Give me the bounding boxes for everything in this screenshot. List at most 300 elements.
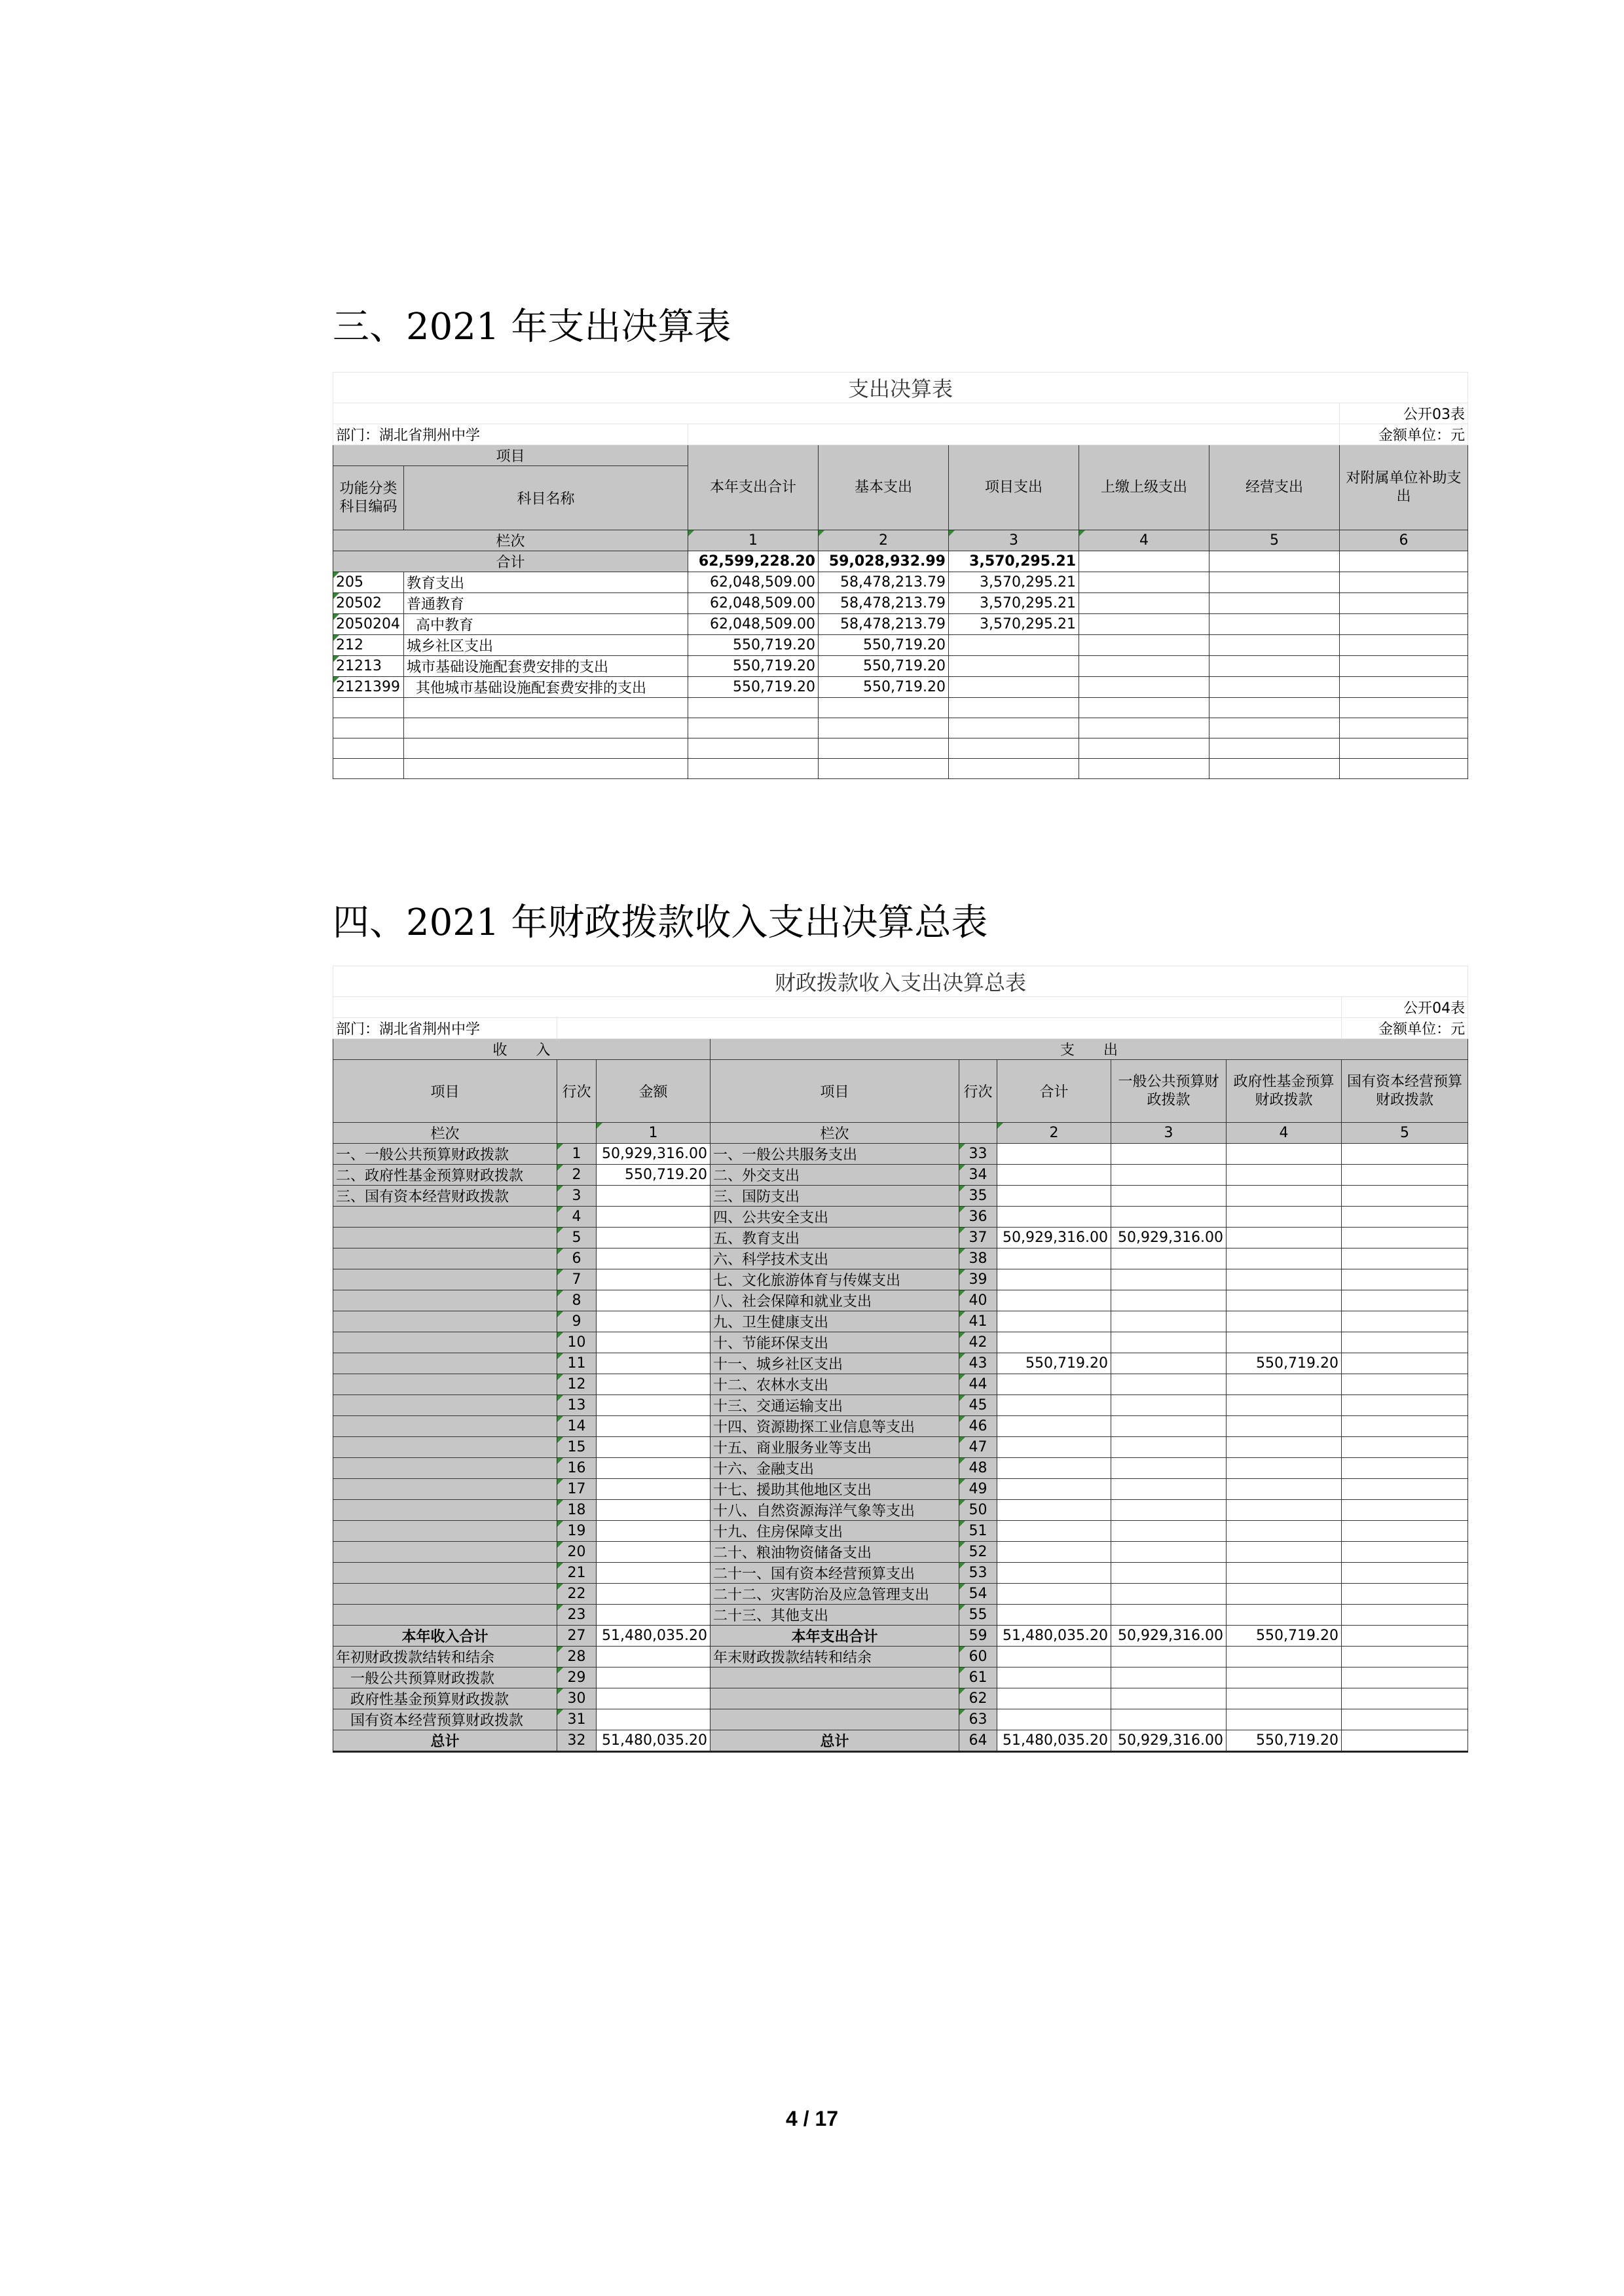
state-capital-amount [1342,1584,1468,1605]
data-row [333,1290,1468,1311]
income-line-no: 1 [557,1144,597,1165]
income-item: 一、一般公共预算财政拨款 [333,1144,557,1165]
gov-fund-amount [1227,1207,1342,1228]
subject-name: 教育支出 [404,572,688,593]
general-budget-amount [1111,1332,1227,1353]
gov-fund-amount [1227,1332,1342,1353]
carry-row [333,1688,1468,1709]
expense-item: 十九、住房保障支出 [710,1521,959,1542]
empty-cell [688,718,819,738]
expense-total [997,1458,1111,1479]
income-line-no: 32 [557,1730,597,1752]
income-amount [597,1479,710,1500]
empty-cell [333,759,404,779]
expense-total: 51,480,035.20 [997,1626,1111,1647]
gov-fund-amount: 550,719.20 [1227,1730,1342,1752]
dept-label: 部门：湖北省荆州中学 [333,1018,557,1039]
income-amount [597,1332,710,1353]
column-number: 4 [1227,1123,1342,1144]
column-number: 1 [688,530,819,551]
empty-cell [404,698,688,718]
gov-fund-amount [1227,1186,1342,1207]
state-capital-amount [1342,1332,1468,1353]
table-title: 支出决算表 [333,373,1468,403]
expense-line-no: 36 [959,1207,997,1228]
gov-fund-amount [1227,1416,1342,1437]
empty-cell [1079,759,1209,779]
income-item-header: 项目 [333,1060,557,1123]
general-budget-amount [1111,1395,1227,1416]
state-capital-amount [1342,1311,1468,1332]
state-capital-header: 国有资本经营预算财政拨款 [1342,1060,1468,1123]
data-row [333,1353,1468,1374]
data-row [333,614,1468,635]
expense-line-no: 40 [959,1290,997,1311]
empty-cell [1342,1688,1468,1709]
page-number: 4 / 17 [785,2107,839,2130]
state-capital-amount [1342,1626,1468,1647]
meta-row [333,1018,1468,1039]
expense-total [997,1563,1111,1584]
amount-cell [1340,614,1468,635]
gov-fund-amount: 550,719.20 [1227,1626,1342,1647]
state-capital-amount [1342,1165,1468,1186]
func-code: 20502 [333,593,404,614]
unit-label: 金额单位：元 [1342,1018,1468,1039]
empty-cell [333,738,404,759]
lanci-label: 栏次 [333,1123,557,1144]
subject-name-header: 科目名称 [404,466,688,530]
income-line-no: 31 [557,1709,597,1730]
general-budget-amount [1111,1437,1227,1458]
income-item [333,1563,557,1584]
empty-cell [949,759,1079,779]
general-budget-amount [1111,1186,1227,1207]
header-row [333,1060,1468,1123]
empty-cell [1111,1688,1227,1709]
subject-name: 普通教育 [404,593,688,614]
income-item [333,1290,557,1311]
data-row [333,1479,1468,1500]
expense-item: 二十一、国有资本经营预算支出 [710,1563,959,1584]
amount-cell: 62,048,509.00 [688,572,819,593]
income-item [333,1458,557,1479]
state-capital-amount [1342,1437,1468,1458]
project-header: 项目 [333,445,688,466]
amount-cell: 62,048,509.00 [688,593,819,614]
subject-name: 高中教育 [404,614,688,635]
empty-cell [333,698,404,718]
data-row [333,1437,1468,1458]
empty-cell [1227,1667,1342,1688]
state-capital-amount [1342,1542,1468,1563]
header-row [333,445,1468,466]
state-capital-amount [1342,1563,1468,1584]
general-budget-amount [1111,1416,1227,1437]
expense-total [997,1186,1111,1207]
income-line-no: 19 [557,1521,597,1542]
empty-cell [997,1647,1111,1667]
title-row [333,966,1468,997]
empty-cell [949,718,1079,738]
amount-cell [1340,656,1468,677]
income-amount [597,1458,710,1479]
data-row [333,572,1468,593]
gov-fund-amount [1227,1374,1342,1395]
expense-line-no: 41 [959,1311,997,1332]
empty-cell [1209,718,1340,738]
income-item [333,1542,557,1563]
income-amount [597,1374,710,1395]
expense-item-header: 项目 [710,1060,959,1123]
data-row [333,1500,1468,1521]
expense-item: 五、教育支出 [710,1228,959,1248]
general-budget-amount [1111,1248,1227,1269]
column-number: 5 [1209,530,1340,551]
income-item [333,1395,557,1416]
expense-total [997,1165,1111,1186]
expense-line-no: 59 [959,1626,997,1647]
amount-cell [1079,656,1209,677]
income-amount [597,1395,710,1416]
income-item [333,1605,557,1626]
expense-header: 支 出 [710,1039,1468,1060]
total-value [1079,551,1209,572]
general-budget-amount [1111,1165,1227,1186]
expense-item: 十一、城乡社区支出 [710,1353,959,1374]
expense-item: 一、一般公共服务支出 [710,1144,959,1165]
meta-row [333,403,1468,424]
dept-label: 部门：湖北省荆州中学 [333,424,688,445]
gov-fund-amount [1227,1395,1342,1416]
amount-cell: 62,048,509.00 [688,614,819,635]
empty-cell [1227,1688,1342,1709]
data-row [333,1416,1468,1437]
state-capital-amount [1342,1730,1468,1752]
empty-cell [997,1709,1111,1730]
general-budget-amount: 50,929,316.00 [1111,1730,1227,1752]
income-item: 三、国有资本经营财政拨款 [333,1186,557,1207]
income-amount [597,1186,710,1207]
expense-line-no: 51 [959,1521,997,1542]
total-value: 3,570,295.21 [949,551,1079,572]
expense-item: 年末财政拨款结转和结余 [710,1647,959,1667]
income-amount [597,1353,710,1374]
income-amount [597,1269,710,1290]
subject-name: 其他城市基础设施配套费安排的支出 [404,677,688,698]
total-value: 62,599,228.20 [688,551,819,572]
data-row [333,1186,1468,1207]
expense-line-no: 33 [959,1144,997,1165]
empty-cell [997,1667,1111,1688]
general-budget-amount [1111,1353,1227,1374]
expense-total [997,1542,1111,1563]
data-row [333,1165,1468,1186]
empty-row [333,738,1468,759]
data-row [333,1458,1468,1479]
expense-total [997,1269,1111,1290]
income-item [333,1207,557,1228]
amount-cell [949,635,1079,656]
amount-cell [1079,635,1209,656]
spacer-cell [333,403,1340,424]
expense-total [997,1248,1111,1269]
income-header: 收 入 [333,1039,710,1060]
income-total-label: 本年收入合计 [333,1626,557,1647]
func-code-header: 功能分类 科目编码 [333,466,404,530]
income-line-no: 5 [557,1228,597,1248]
data-row [333,1144,1468,1165]
column-header: 项目支出 [949,445,1079,530]
expense-total [997,1521,1111,1542]
column-number: 2 [819,530,949,551]
expense-total [997,1605,1111,1626]
expense-item: 九、卫生健康支出 [710,1311,959,1332]
column-number: 2 [997,1123,1111,1144]
income-item [333,1311,557,1332]
lanci-label: 栏次 [710,1123,959,1144]
expense-total [997,1311,1111,1332]
expense-line-no: 49 [959,1479,997,1500]
amount-cell: 550,719.20 [819,635,949,656]
data-row [333,1395,1468,1416]
expense-line-no: 43 [959,1353,997,1374]
income-item [333,1332,557,1353]
amount-cell [1079,614,1209,635]
income-item: 二、政府性基金预算财政拨款 [333,1165,557,1186]
func-code: 2121399 [333,677,404,698]
state-capital-amount [1342,1269,1468,1290]
column-number: 4 [1079,530,1209,551]
income-line-no: 18 [557,1500,597,1521]
expense-total [997,1479,1111,1500]
total-label: 合计 [333,551,688,572]
general-budget-amount [1111,1584,1227,1605]
general-budget-amount [1111,1479,1227,1500]
expense-item [710,1709,959,1730]
expenditure-table [333,372,1468,779]
data-row [333,1269,1468,1290]
amount-cell: 3,570,295.21 [949,614,1079,635]
empty-cell [1342,1709,1468,1730]
state-capital-amount [1342,1144,1468,1165]
column-number: 3 [949,530,1079,551]
empty-cell [404,759,688,779]
empty-cell [1209,698,1340,718]
expense-line-no: 55 [959,1605,997,1626]
expense-item: 四、公共安全支出 [710,1207,959,1228]
general-budget-header: 一般公共预算财政拨款 [1111,1060,1227,1123]
empty-cell [819,718,949,738]
income-line-no: 6 [557,1248,597,1269]
expense-item: 二、外交支出 [710,1165,959,1186]
income-line-no: 11 [557,1353,597,1374]
data-row [333,656,1468,677]
income-amount: 51,480,035.20 [597,1730,710,1752]
gov-fund-amount [1227,1437,1342,1458]
expense-item: 七、文化旅游体育与传媒支出 [710,1269,959,1290]
expense-line-no: 64 [959,1730,997,1752]
income-amount [597,1521,710,1542]
meta-row [333,424,1468,445]
expense-line-no: 35 [959,1186,997,1207]
gov-fund-amount [1227,1563,1342,1584]
expense-item [710,1688,959,1709]
expense-total [997,1290,1111,1311]
subject-name: 城市基础设施配套费安排的支出 [404,656,688,677]
amount-cell [1209,635,1340,656]
func-code: 205 [333,572,404,593]
amount-cell: 3,570,295.21 [949,572,1079,593]
expenditure-table-sheet [333,372,1467,779]
income-line-no: 3 [557,1186,597,1207]
state-capital-amount [1342,1500,1468,1521]
expense-total-label: 总计 [710,1730,959,1752]
gov-fund-amount [1227,1228,1342,1248]
empty-cell [1111,1667,1227,1688]
amount-cell [1209,614,1340,635]
empty-cell [1079,738,1209,759]
general-budget-amount [1111,1563,1227,1584]
gov-fund-amount [1227,1542,1342,1563]
empty-cell [1111,1709,1227,1730]
state-capital-amount [1342,1395,1468,1416]
amount-cell: 550,719.20 [819,656,949,677]
empty-cell [1209,738,1340,759]
table-code: 公开04表 [1342,997,1468,1018]
state-capital-amount [1342,1374,1468,1395]
empty-cell [1209,759,1340,779]
data-row [333,1605,1468,1626]
gov-fund-amount [1227,1144,1342,1165]
expense-line-no: 50 [959,1500,997,1521]
expense-line-no: 52 [959,1542,997,1563]
empty-cell [959,1123,997,1144]
income-line-no: 30 [557,1688,597,1709]
income-item [333,1521,557,1542]
empty-cell [404,718,688,738]
state-capital-amount [1342,1207,1468,1228]
general-budget-amount: 50,929,316.00 [1111,1626,1227,1647]
general-budget-amount [1111,1290,1227,1311]
empty-cell [688,759,819,779]
income-line-no: 8 [557,1290,597,1311]
expense-line-no: 37 [959,1228,997,1248]
column-header: 本年支出合计 [688,445,819,530]
state-capital-amount [1342,1521,1468,1542]
income-amount [597,1416,710,1437]
empty-cell [1340,718,1468,738]
data-row [333,1207,1468,1228]
carry-row [333,1667,1468,1688]
data-row [333,1228,1468,1248]
table-code: 公开03表 [1340,403,1468,424]
expense-item: 十六、金融支出 [710,1458,959,1479]
year-total-row [333,1626,1468,1647]
fiscal-allocation-table-sheet [333,966,1467,1753]
income-amount [597,1290,710,1311]
expense-total [997,1144,1111,1165]
state-capital-amount [1342,1228,1468,1248]
gov-fund-amount [1227,1269,1342,1290]
income-line-no: 17 [557,1479,597,1500]
expense-item: 二十三、其他支出 [710,1605,959,1626]
income-amount [597,1437,710,1458]
income-item [333,1479,557,1500]
state-capital-amount [1342,1416,1468,1437]
amount-cell [1079,593,1209,614]
expense-line-no: 34 [959,1165,997,1186]
empty-cell [819,759,949,779]
gov-fund-header: 政府性基金预算财政拨款 [1227,1060,1342,1123]
amount-cell [949,677,1079,698]
empty-cell [949,698,1079,718]
data-row [333,1563,1468,1584]
amount-cell [949,656,1079,677]
expense-total: 550,719.20 [997,1353,1111,1374]
empty-cell [1340,738,1468,759]
data-row [333,677,1468,698]
income-line-no: 2 [557,1165,597,1186]
income-amount [597,1248,710,1269]
income-item [333,1269,557,1290]
income-line-no: 21 [557,1563,597,1584]
expense-total [997,1374,1111,1395]
column-header: 基本支出 [819,445,949,530]
amount-cell: 550,719.20 [688,677,819,698]
expense-total [997,1207,1111,1228]
empty-cell [819,698,949,718]
empty-cell [949,738,1079,759]
gov-fund-amount [1227,1458,1342,1479]
amount-cell [1079,572,1209,593]
general-budget-amount [1111,1521,1227,1542]
income-amount [597,1228,710,1248]
subject-name: 城乡社区支出 [404,635,688,656]
expense-item: 十七、援助其他地区支出 [710,1479,959,1500]
column-number: 6 [1340,530,1468,551]
empty-cell [819,738,949,759]
table-title: 财政拨款收入支出决算总表 [333,966,1468,997]
expense-item: 十八、自然资源海洋气象等支出 [710,1500,959,1521]
expense-line-no: 63 [959,1709,997,1730]
state-capital-amount [1342,1605,1468,1626]
grand-total-row [333,1730,1468,1752]
gov-fund-amount [1227,1479,1342,1500]
general-budget-amount [1111,1374,1227,1395]
expense-line-no: 48 [959,1458,997,1479]
empty-cell [1227,1647,1342,1667]
income-amount: 550,719.20 [597,1165,710,1186]
expense-total [997,1584,1111,1605]
general-budget-amount [1111,1542,1227,1563]
income-amount-header: 金额 [597,1060,710,1123]
column-number: 3 [1111,1123,1227,1144]
total-value: 59,028,932.99 [819,551,949,572]
expense-line-no: 53 [959,1563,997,1584]
income-item: 一般公共预算财政拨款 [333,1667,557,1688]
expense-item: 三、国防支出 [710,1186,959,1207]
data-row [333,1542,1468,1563]
gov-fund-amount [1227,1165,1342,1186]
income-amount [597,1584,710,1605]
empty-cell [1340,698,1468,718]
empty-cell [1342,1667,1468,1688]
income-line-no: 12 [557,1374,597,1395]
income-amount: 50,929,316.00 [597,1144,710,1165]
income-total-label: 总计 [333,1730,557,1752]
empty-cell [997,1688,1111,1709]
